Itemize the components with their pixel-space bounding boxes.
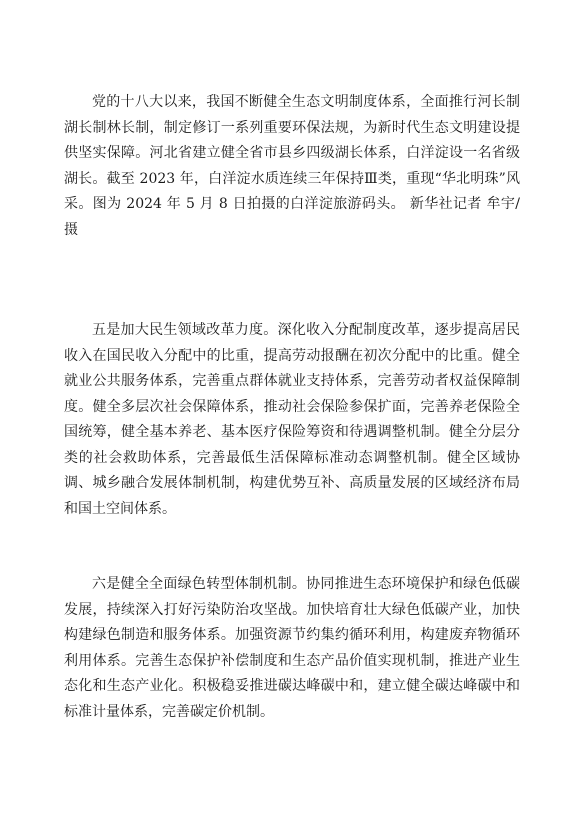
livelihood-reform-paragraph: 五是加大民生领域改革力度。深化收入分配制度改革，逐步提高居民收入在国民收入分配中的比重，提高劳动报酬在初次分配中的比重。健全就业公共服务体系，完善重点群体就业支持体系，完善劳动者权益保障制度。健全多层次社会保障体系，推动社会保险参保扩面，完善养老保险全国统筹，健全基本养老、基本医疗保险筹资和待遇调整机制。健全分层分类的社会救助体系，完善最低生活保障标准动态调整机制。健全区域协调、城乡融合发展体制机制，构建优势互补、高质量发展的区域经济布局和国土空间体系。: [64, 322, 520, 517]
photo-caption-paragraph: 党的十八大以来，我国不断健全生态文明制度体系，全面推行河长制湖长制林长制，制定修订一系列重要环保法规，为新时代生态文明建设提供坚实保障。河北省建立健全省市县乡四级湖长体系，白洋淀设一名省级湖长。截至 2023 年，白洋淀水质连续三年保持Ⅲ类，重现“华北明珠”风采。图为 2024 年 5 月 8 日拍摄的白洋淀旅游码头。 新华社记者 牟宇/摄: [64, 94, 520, 238]
green-transition-paragraph: 六是健全全面绿色转型体制机制。协同推进生态环境保护和绿色低碳发展，持续深入打好污染防治攻坚战。加快培育壮大绿色低碳产业，加快构建绿色制造和服务体系。加强资源节约集约循环利用，构建废弃物循环利用体系。完善生态保护补偿制度和生态产品价值实现机制，推进产业生态化和生态产业化。积极稳妥推进碳达峰碳中和，建立健全碳达峰碳中和标准计量体系，完善碳定价机制。: [64, 576, 520, 720]
